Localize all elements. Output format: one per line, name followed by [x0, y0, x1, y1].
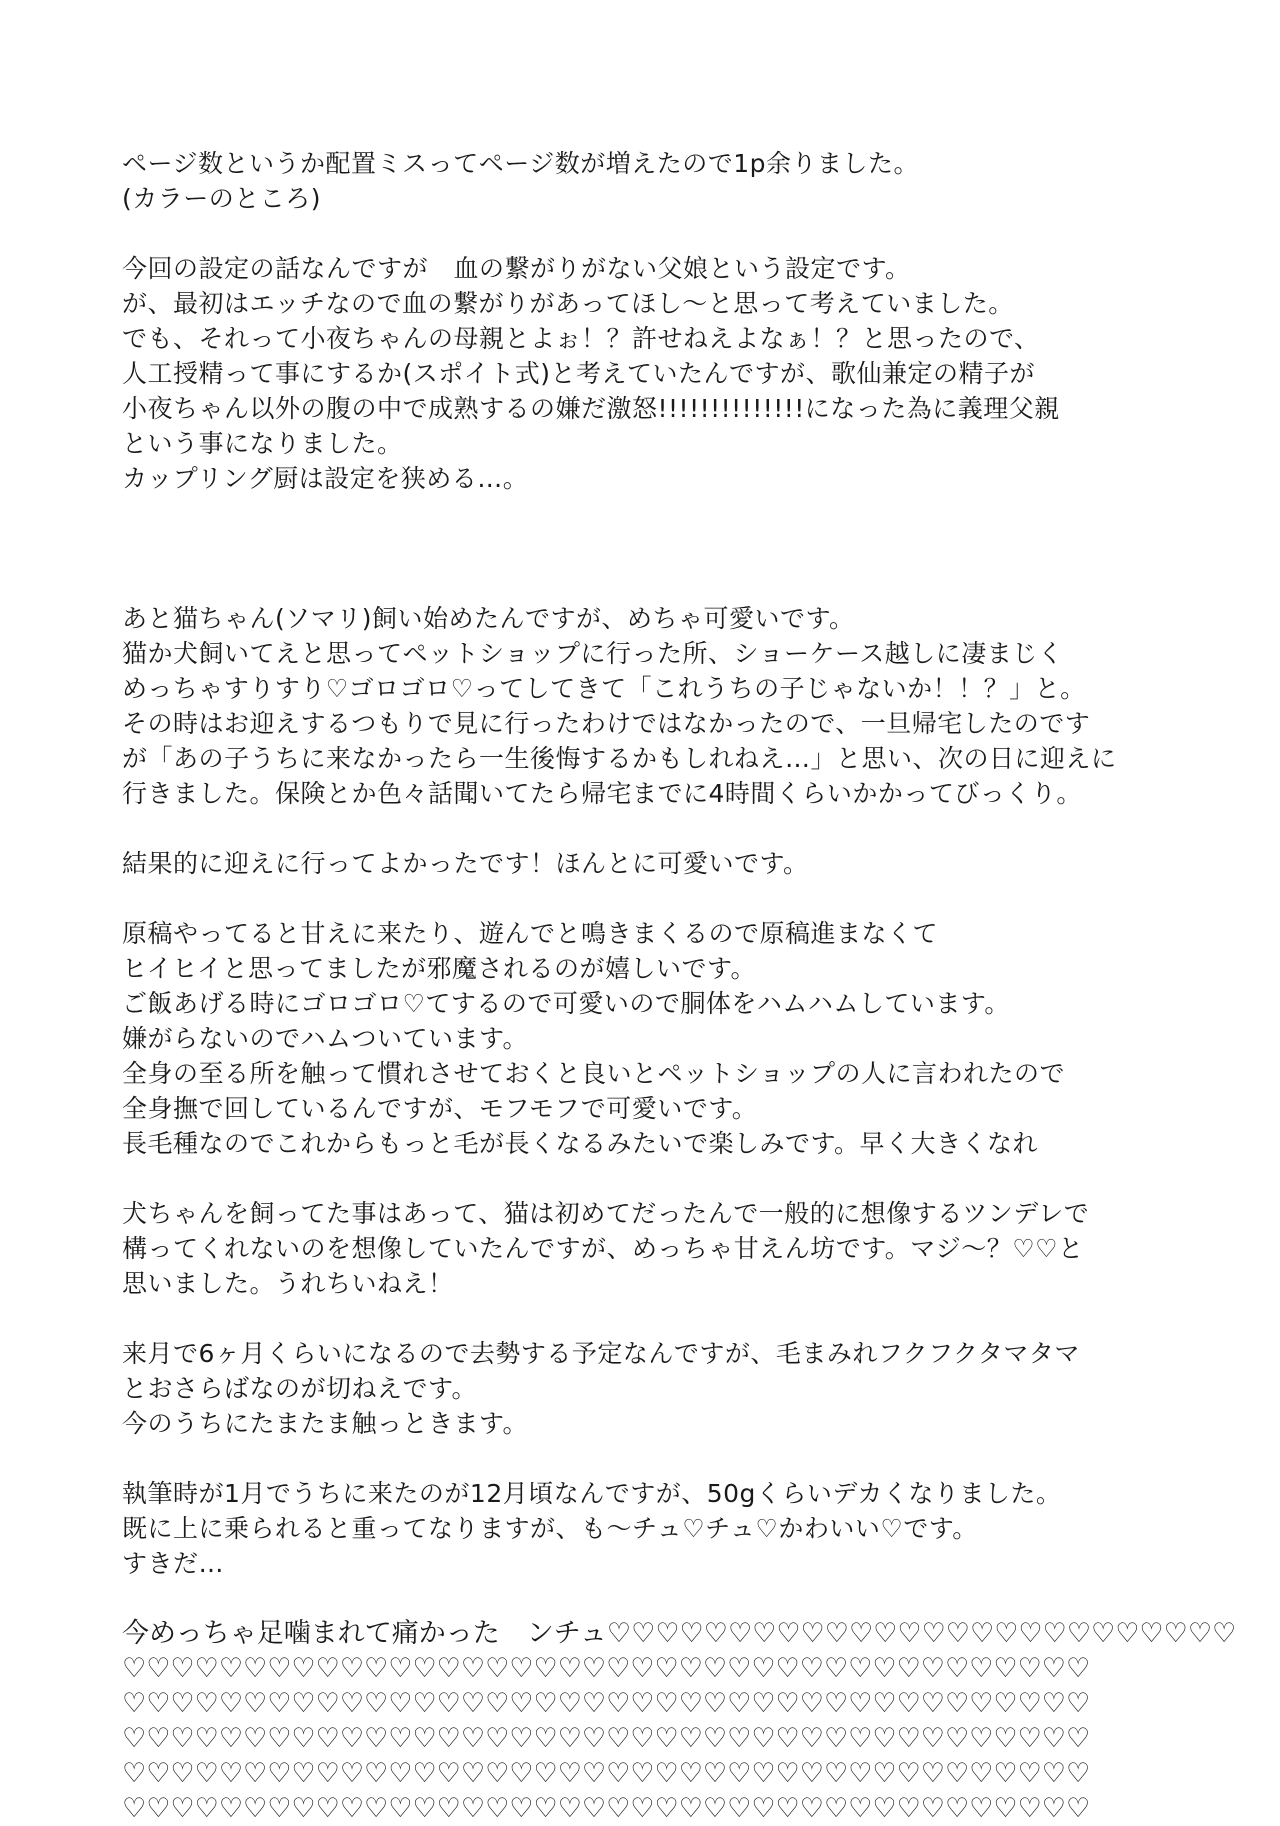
paragraph-dog	[122, 1196, 1280, 1301]
text-line: ご飯あげる時にゴロゴロ♡てするので可愛いので胴体をハムハムしています。	[122, 989, 1010, 1018]
text-line: その時はお迎えするつもりで見に行ったわけではなかったので、一旦帰宅したのです	[122, 709, 1091, 738]
text-line: (カラーのところ)	[122, 184, 322, 213]
heart-line: ♡♡♡♡♡♡♡♡♡♡♡♡♡♡♡♡♡♡♡♡♡♡♡♡♡♡♡♡♡♡♡♡♡♡♡♡♡♡♡♡	[122, 1688, 1091, 1719]
heart-line: ♡♡♡♡♡♡♡♡♡♡♡♡♡♡♡♡♡♡♡♡♡♡♡♡♡♡♡♡♡♡♡♡♡♡♡♡♡♡♡♡	[122, 1723, 1091, 1754]
text-line: 行きました。保険とか色々話聞いてたら帰宅までに4時間くらいかかってびっくり。	[122, 779, 1082, 808]
text-line: 今のうちにたまたま触っときます。	[122, 1409, 529, 1438]
paragraph-result	[122, 846, 1280, 881]
paragraph-writing-time	[122, 1476, 1280, 1581]
text-line: カップリング厨は設定を狭める…。	[122, 464, 529, 493]
text-line: 嫌がらないのでハムついています。	[122, 1024, 529, 1053]
paragraph-hearts	[122, 1616, 1280, 1826]
text-line: 小夜ちゃん以外の腹の中で成熟するの嫌だ激怒!!!!!!!!!!!!!!になった為に義理父親	[122, 394, 1060, 423]
text-line: あと猫ちゃん(ソマリ)飼い始めたんですが、めちゃ可愛いです。	[122, 604, 855, 633]
heart-line: ♡♡♡♡♡♡♡♡♡♡♡♡♡♡♡♡♡♡♡♡♡♡♡♡♡♡♡♡♡♡♡♡♡♡♡♡♡♡♡♡	[122, 1653, 1091, 1684]
afterword-page	[122, 146, 1280, 1824]
text-line: めっちゃすりすり♡ゴロゴロ♡ってしてきて「これうちの子じゃないか！！？」と。	[122, 674, 1086, 703]
text-line: 全身撫で回しているんですが、モフモフで可愛いです。	[122, 1094, 758, 1123]
text-line: 構ってくれないのを想像していたんですが、めっちゃ甘えん坊です。マジ〜？♡♡と	[122, 1234, 1084, 1263]
text-line: 執筆時が1月でうちに来たのが12月頃なんですが、50gくらいデカくなりました。	[122, 1479, 1062, 1508]
text-line: 思いました。うれちいねえ！	[122, 1269, 454, 1298]
text-line: 全身の至る所を触って慣れさせておくと良いとペットショップの人に言われたので	[122, 1059, 1066, 1088]
text-line: という事になりました。	[122, 429, 403, 458]
text-line: 結果的に迎えに行ってよかったです！ほんとに可愛いです。	[122, 849, 809, 878]
text-line: 原稿やってると甘えに来たり、遊んでと鳴きまくるので原稿進まなくて	[122, 919, 939, 948]
text-line: 来月で6ヶ月くらいになるので去勢する予定なんですが、毛まみれフクフクタマタマ	[122, 1339, 1080, 1368]
text-line: ページ数というか配置ミスってページ数が増えたので1p余りました。	[122, 149, 920, 178]
text-line: でも、それって小夜ちゃんの母親とよぉ！？許せねえよなぁ！？と思ったので、	[122, 324, 1040, 353]
text-line: 犬ちゃんを飼ってた事はあって、猫は初めてだったんで一般的に想像するツンデレで	[122, 1199, 1090, 1228]
text-line: とおさらばなのが切ねえです。	[122, 1374, 478, 1403]
text-line: ヒイヒイと思ってましたが邪魔されるのが嬉しいです。	[122, 954, 757, 983]
text-line: 今回の設定の話なんですが 血の繋がりがない父娘という設定です。	[122, 254, 911, 283]
text-line: 既に上に乗られると重ってなりますが、も〜チュ♡チュ♡かわいい♡です。	[122, 1514, 978, 1543]
paragraph-next-month	[122, 1336, 1280, 1441]
text-line: 長毛種なのでこれからもっと毛が長くなるみたいで楽しみです。早く大きくなれ	[122, 1129, 1039, 1158]
heart-line: ♡♡♡♡♡♡♡♡♡♡♡♡♡♡♡♡♡♡♡♡♡♡♡♡♡♡♡♡♡♡♡♡♡♡♡♡♡♡♡♡	[122, 1793, 1091, 1824]
paragraph-manuscript	[122, 916, 1280, 1161]
paragraph-setting	[122, 251, 1280, 496]
text-line: が、最初はエッチなので血の繋がりがあってほし〜と思って考えていました。	[122, 289, 1014, 318]
text-line: 今めっちゃ足噛まれて痛かった ンチュ♡♡♡♡♡♡♡♡♡♡♡♡♡♡♡♡♡♡♡♡♡♡♡♡♡♡	[122, 1618, 1237, 1649]
heart-line: ♡♡♡♡♡♡♡♡♡♡♡♡♡♡♡♡♡♡♡♡♡♡♡♡♡♡♡♡♡♡♡♡♡♡♡♡♡♡♡♡	[122, 1758, 1091, 1789]
text-line: が「あの子うちに来なかったら一生後悔するかもしれねえ…」と思い、次の日に迎えに	[122, 744, 1117, 773]
paragraph-page-count	[122, 146, 1280, 216]
text-line: 猫か犬飼いてえと思ってペットショップに行った所、ショーケース越しに凄まじく	[122, 639, 1064, 668]
text-line: すきだ…	[122, 1549, 225, 1578]
paragraph-cat-intro	[122, 601, 1280, 811]
text-line: 人工授精って事にするか(スポイト式)と考えていたんですが、歌仙兼定の精子が	[122, 359, 1036, 388]
